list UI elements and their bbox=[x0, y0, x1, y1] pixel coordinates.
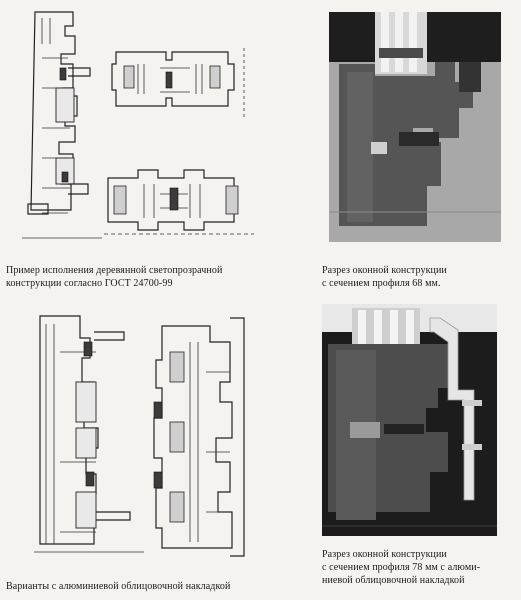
caption-line: конструкции согласно ГОСТ 24700-99 bbox=[6, 278, 173, 289]
caption-line: Пример исполнения деревянной светопрозрачной bbox=[6, 265, 223, 276]
drawing-aluminum-clad-variants bbox=[30, 312, 270, 562]
caption-line: Разрез оконной конструкции bbox=[322, 265, 447, 276]
caption-aluminum-variants bbox=[6, 580, 306, 593]
section-photo-1 bbox=[329, 12, 501, 242]
caption-line: с сечением профиля 78 мм с алюми- bbox=[322, 562, 481, 573]
caption-line: с сечением профиля 68 мм. bbox=[322, 278, 441, 289]
caption-line: Варианты с алюминиевой облицовочной накладкой bbox=[6, 581, 231, 592]
caption-line: Разрез оконной конструкции bbox=[322, 549, 447, 560]
technical-drawing-1 bbox=[20, 8, 270, 244]
photo-window-section-78mm bbox=[322, 304, 497, 536]
caption-section-68mm bbox=[322, 264, 517, 290]
drawing-wood-window-gost bbox=[20, 8, 270, 244]
caption-section-78mm bbox=[322, 548, 517, 587]
technical-drawing-2 bbox=[30, 312, 270, 562]
photo-window-section-68mm bbox=[329, 12, 501, 242]
caption-wood-window bbox=[6, 264, 296, 290]
caption-line: ниевой облицовочной накладкой bbox=[322, 575, 465, 586]
section-photo-2 bbox=[322, 304, 497, 536]
